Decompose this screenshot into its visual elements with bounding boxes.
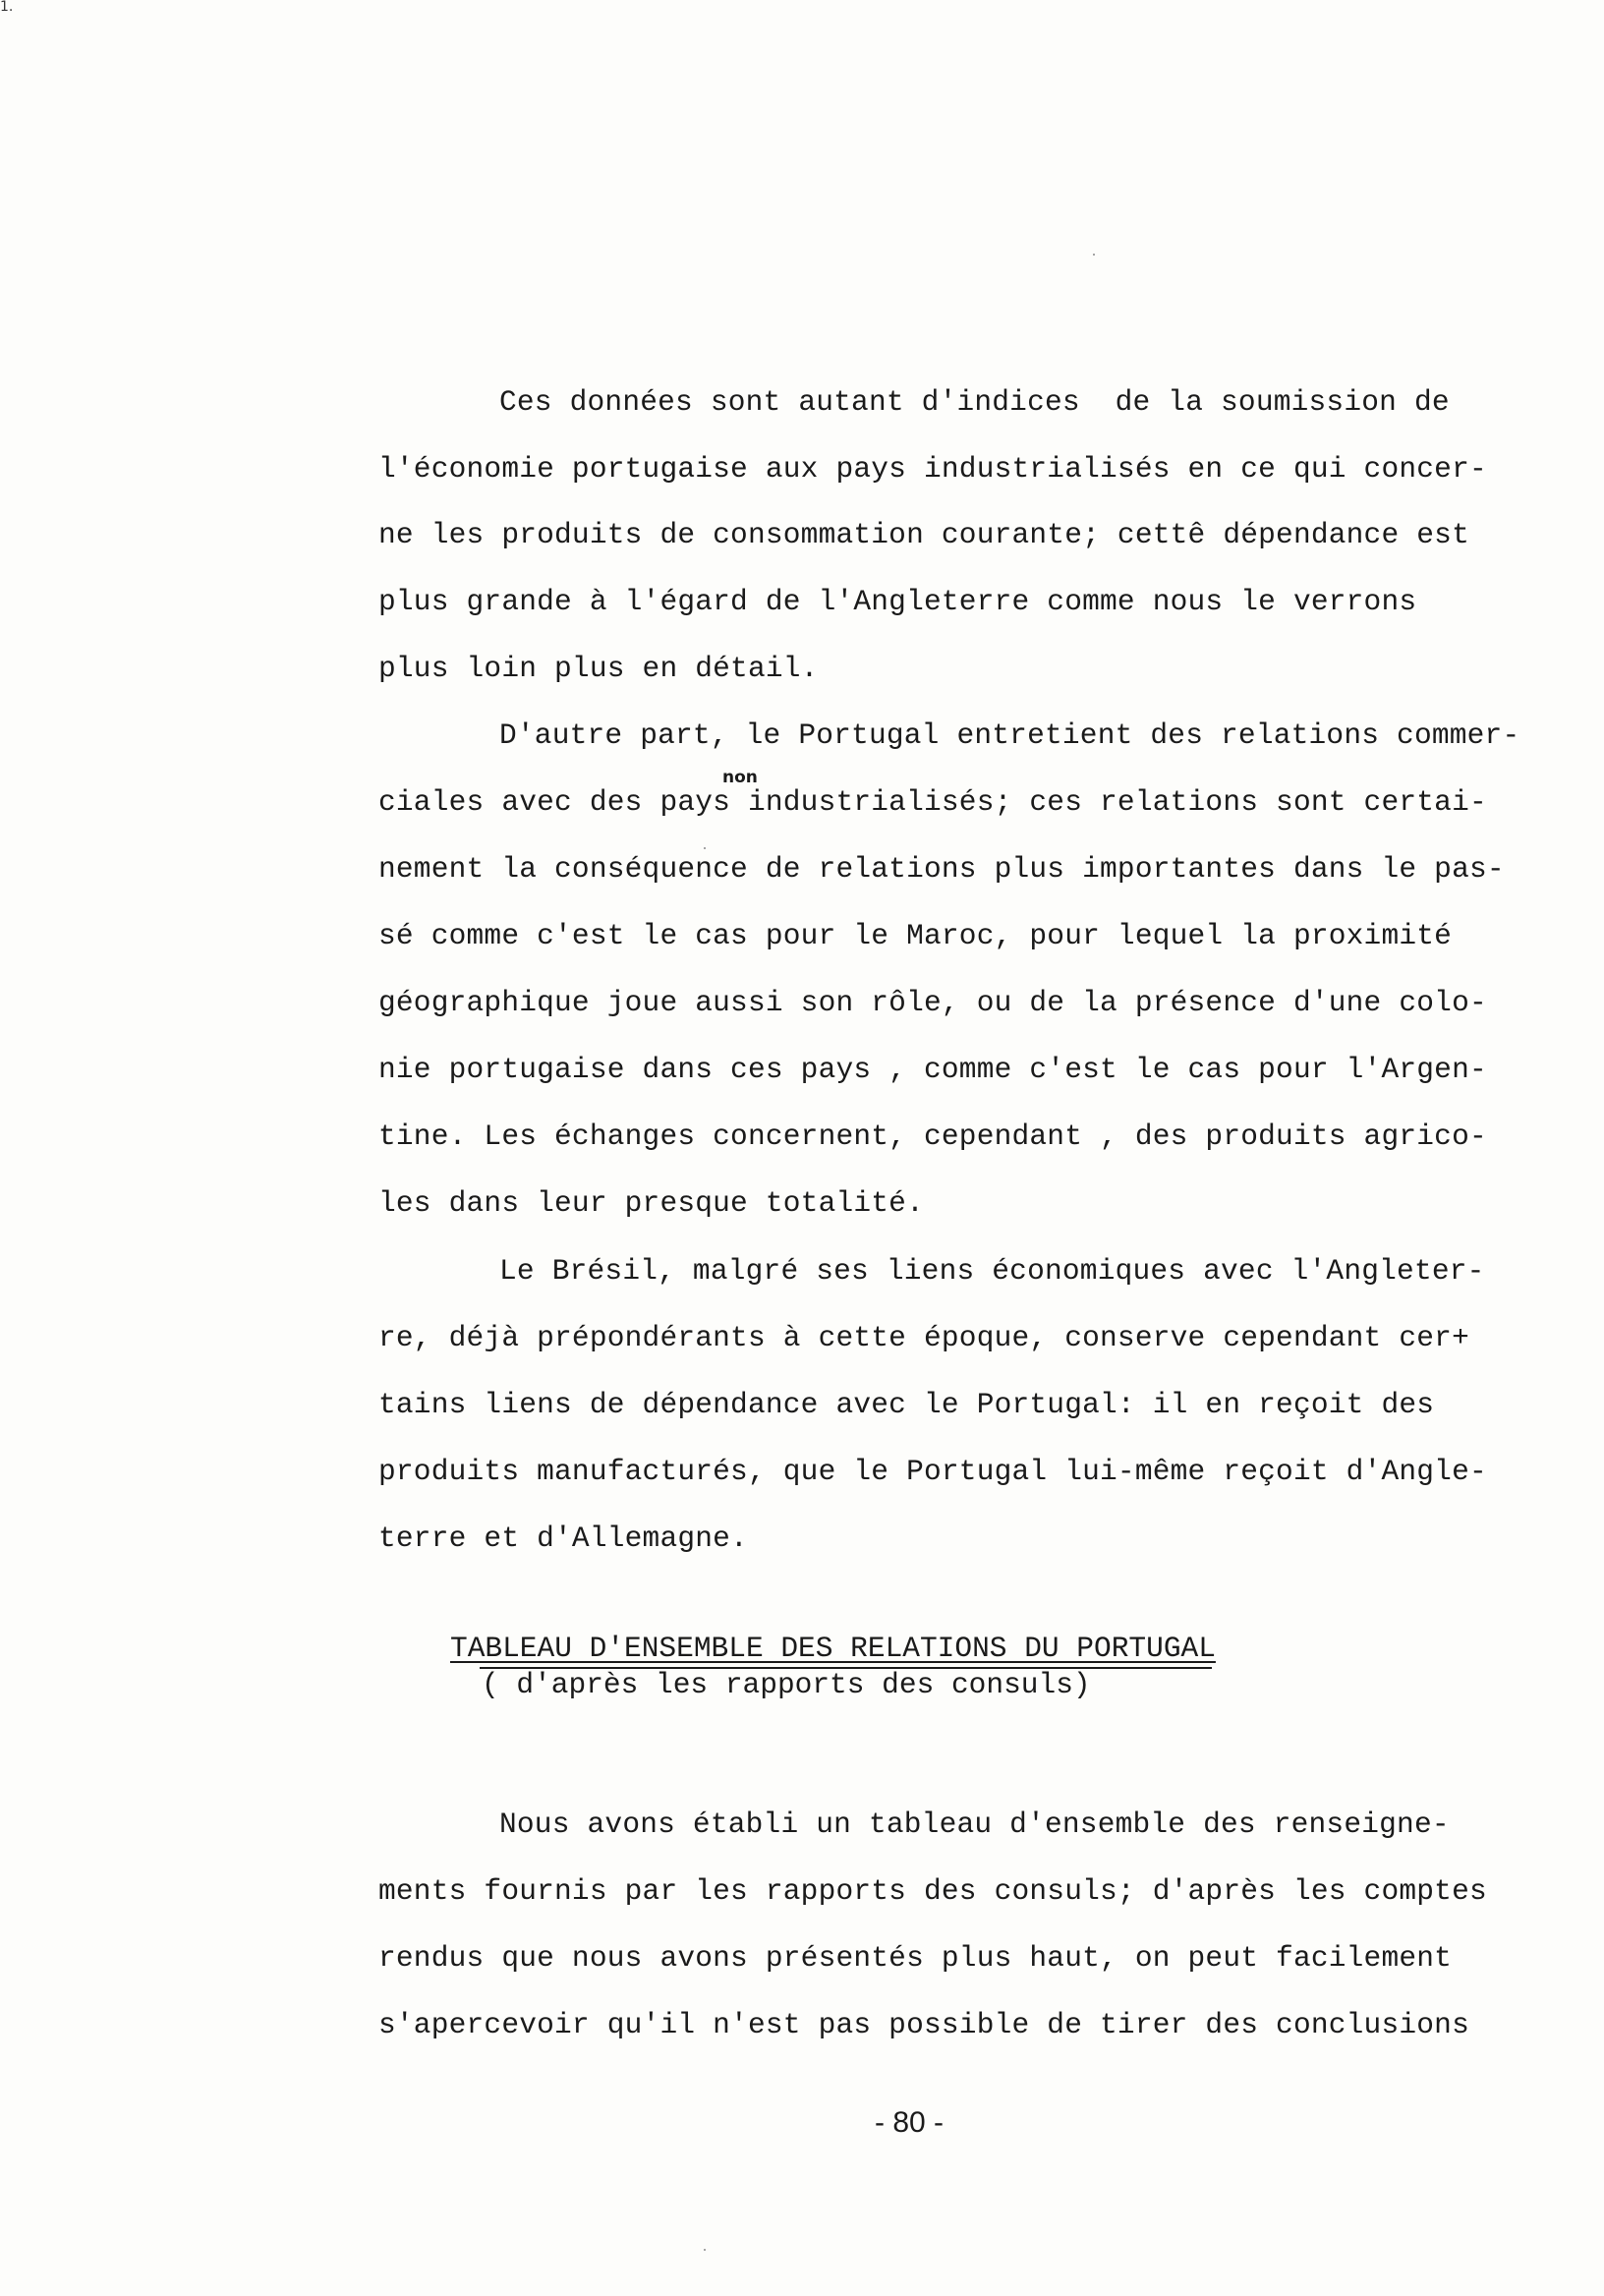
text-line: sé comme c'est le cas pour le Maroc, pour lequel la proximité (378, 919, 1453, 952)
scan-speck (1093, 254, 1095, 256)
scan-speck (704, 2249, 706, 2251)
text-line: ciales avec des pays industrialisés; ces relations sont certai- (378, 785, 1487, 819)
text-line: rendus que nous avons présentés plus haut, on peut facilement (378, 1941, 1453, 1975)
text-line: ments fournis par les rapports des consuls; d'après les comptes (378, 1874, 1487, 1908)
text-line: Nous avons établi un tableau d'ensemble des renseigne- (499, 1808, 1450, 1841)
handwritten-insertion: non (722, 768, 758, 787)
text-line: D'autre part, le Portugal entretient des relations commer- (499, 718, 1520, 752)
text-line: produits manufacturés, que le Portugal lui-même reçoit d'Angle- (378, 1455, 1487, 1488)
text-line: s'apercevoir qu'il n'est pas possible de tirer des conclusions (378, 2008, 1469, 2041)
section-heading: TABLEAU D'ENSEMBLE DES RELATIONS DU PORTUGAL (450, 1632, 1216, 1665)
text-line: Le Brésil, malgré ses liens économiques avec l'Angleter- (499, 1254, 1485, 1288)
section-subheading: ( d'après les rapports des consuls) (482, 1668, 1091, 1701)
text-line: géographique joue aussi son rôle, ou de la présence d'une colo- (378, 986, 1487, 1019)
text-line: plus loin plus en détail. (378, 652, 819, 685)
page-number: - 80 - (875, 2106, 945, 2139)
text-line: nement la conséquence de relations plus importantes dans le pas- (378, 852, 1505, 886)
text-line: ne les produits de consommation courante; cettê dépendance est (378, 518, 1469, 551)
text-line: tine. Les échanges concernent, cependant , des produits agrico- (378, 1119, 1487, 1153)
text-line: Ces données sont autant d'indices de la soumission de (499, 385, 1450, 419)
text-line: terre et d'Allemagne. (378, 1521, 748, 1555)
text-line: plus grande à l'égard de l'Angleterre comme nous le verrons (378, 585, 1417, 618)
text-line: tains liens de dépendance avec le Portugal: il en reçoit des (378, 1388, 1435, 1421)
text-line: re, déjà prépondérants à cette époque, conserve cependant cer+ (378, 1321, 1469, 1354)
text-line: l'économie portugaise aux pays industrialisés en ce qui concer- (378, 452, 1487, 486)
scan-speck (704, 847, 706, 849)
text-line: nie portugaise dans ces pays , comme c'est le cas pour l'Argen- (378, 1053, 1487, 1086)
text-line: les dans leur presque totalité. (378, 1186, 924, 1220)
corner-mark: 1. (0, 0, 14, 15)
